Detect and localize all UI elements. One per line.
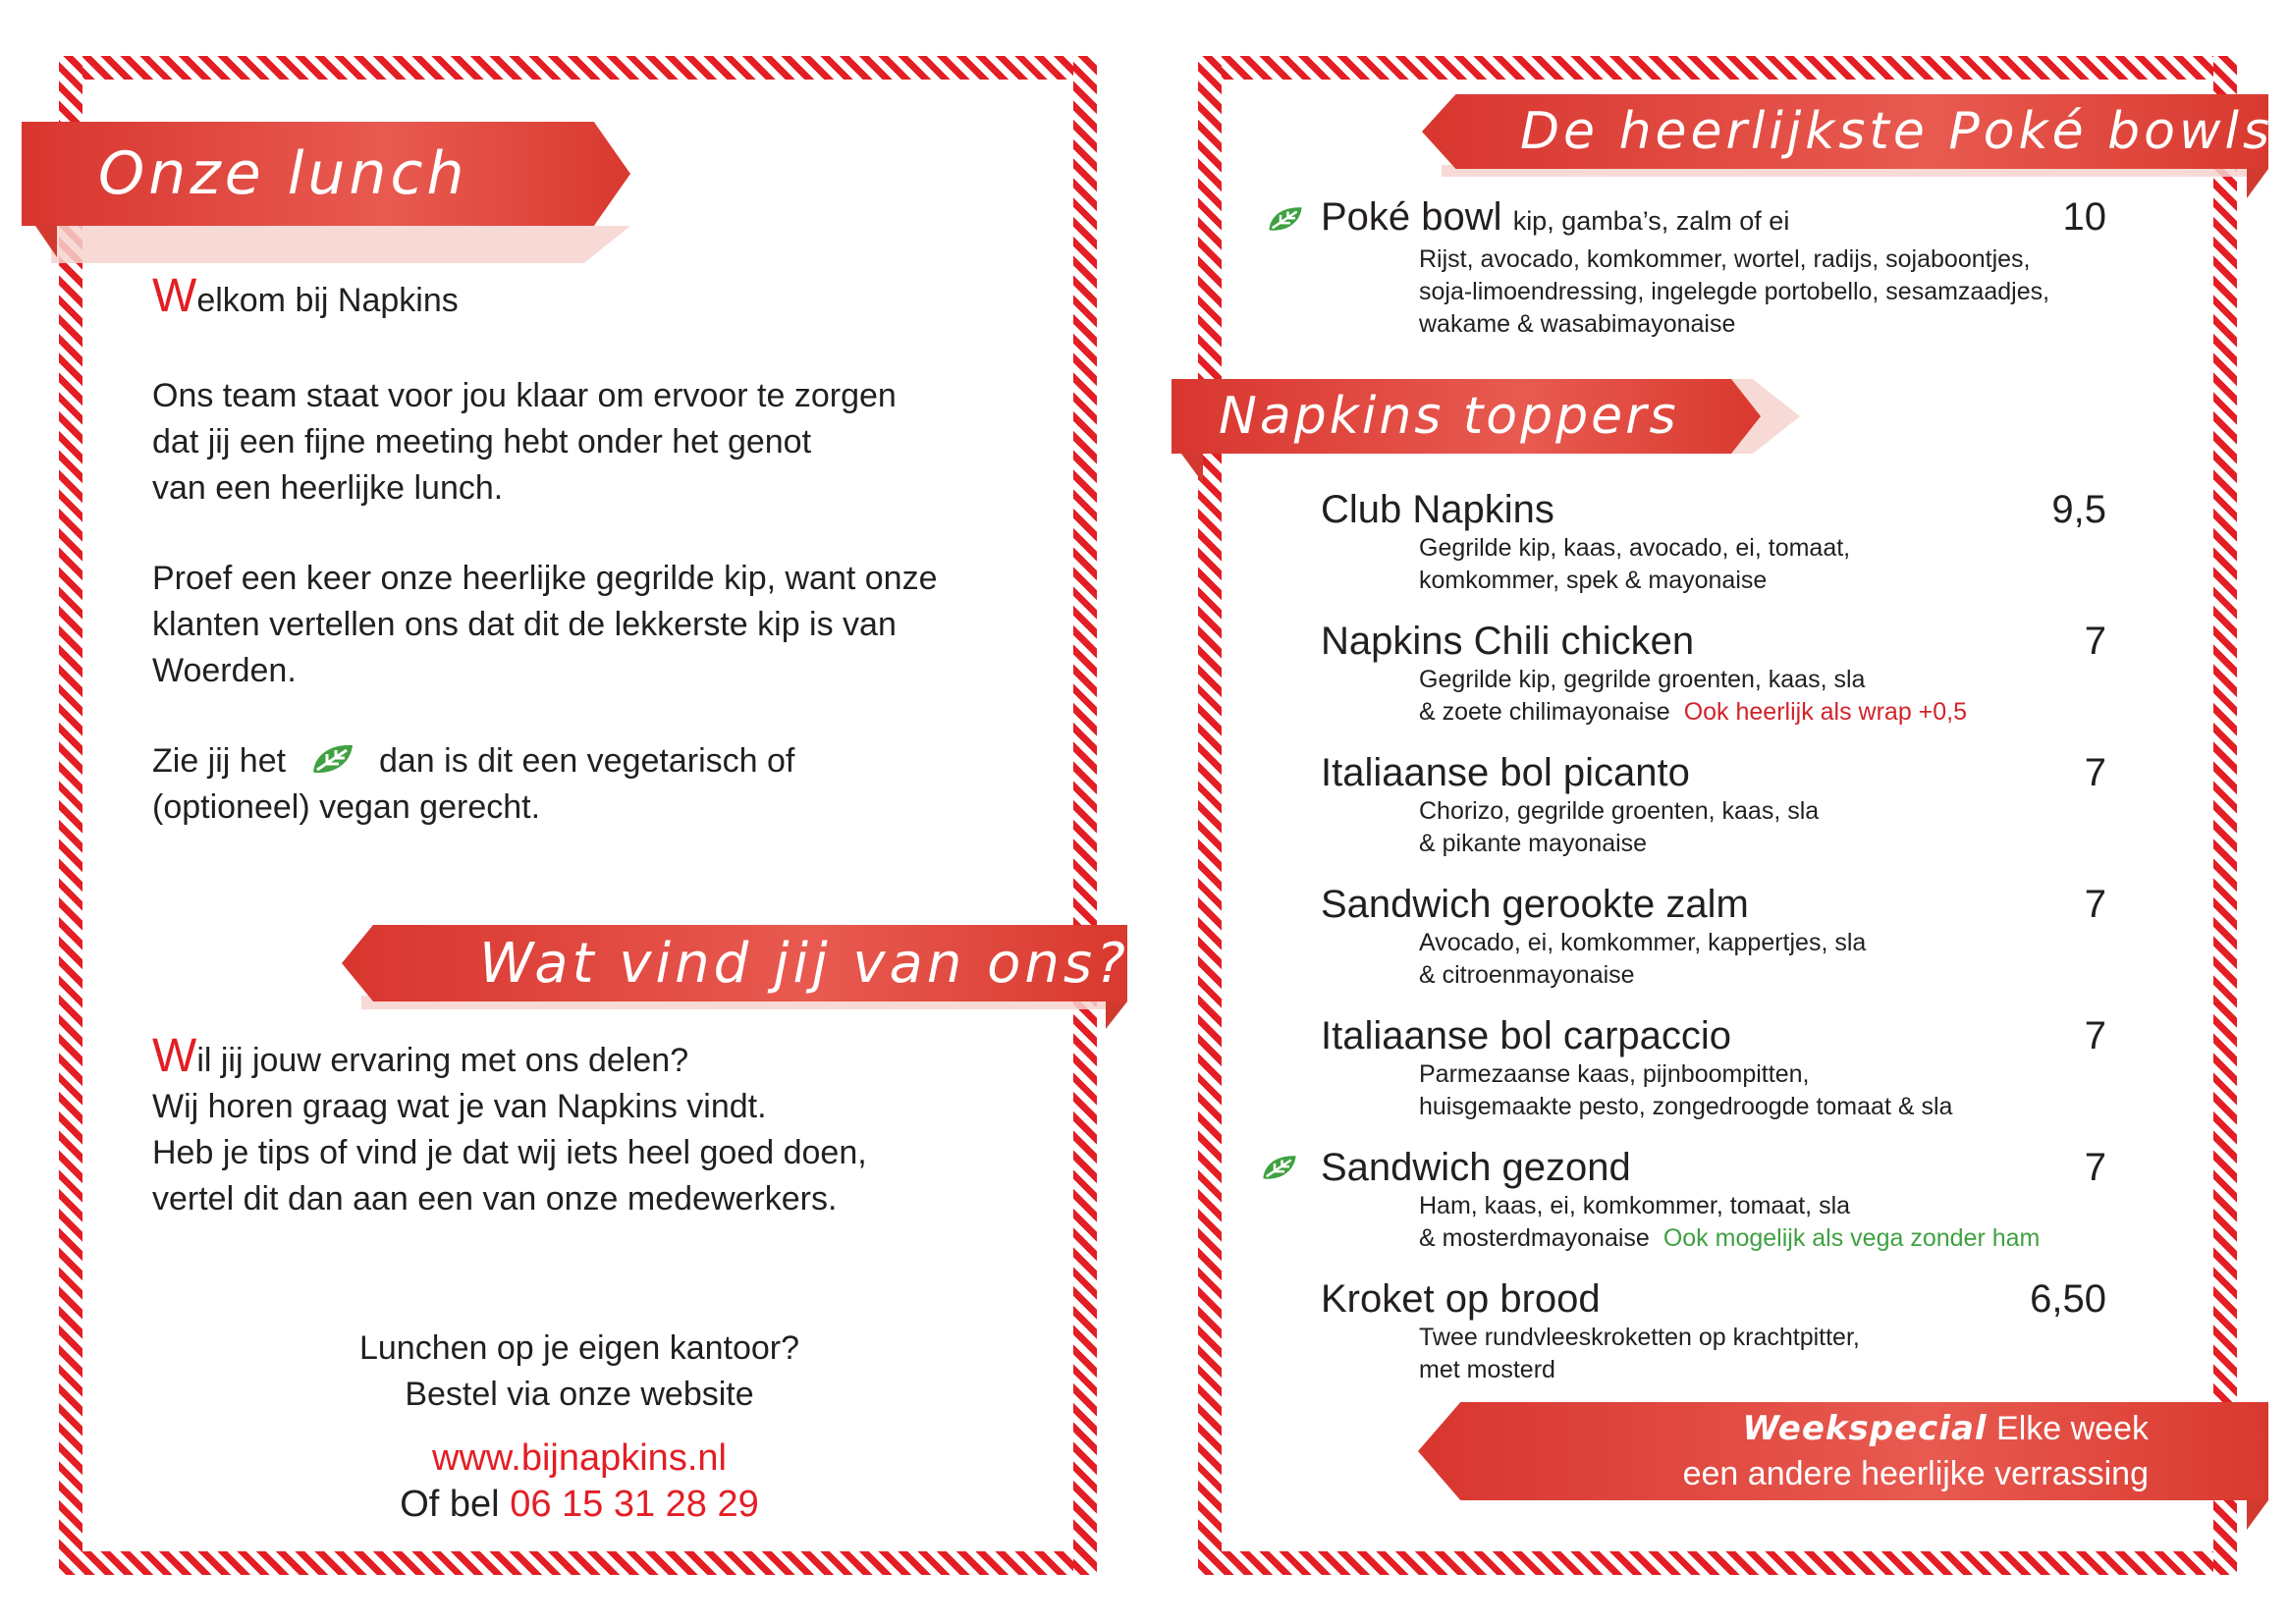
menu-item <box>1321 882 2106 992</box>
feedback-paragraph <box>152 1030 867 1222</box>
onze-lunch-banner <box>22 122 630 226</box>
item-name: Italiaanse bol carpaccio <box>1321 1014 1732 1057</box>
menu-item <box>1321 1276 2106 1386</box>
welcome-text: elkom bij Napkins <box>196 282 459 319</box>
veg-note-text: Zie jij het <box>152 742 287 780</box>
item-price: 10 <box>2062 195 2106 239</box>
item-name: Sandwich gerookte zalm <box>1321 883 1749 926</box>
item-price: 6,50 <box>2030 1277 2106 1321</box>
desc-line: Ham, kaas, ei, komkommer, tomaat, sla <box>1419 1192 1851 1219</box>
desc-line: Twee rundvleeskroketten op krachtpitter, <box>1419 1324 1860 1351</box>
feedback-initial: W <box>152 1030 197 1082</box>
website-link[interactable]: www.bijnapkins.nl <box>432 1437 727 1479</box>
menu-item <box>1321 1013 2106 1123</box>
item-description <box>1419 1322 2106 1386</box>
menu-item <box>1321 619 2106 729</box>
desc-line: & pikante mayonaise <box>1419 830 1648 857</box>
desc-line: komkommer, spek & mayonaise <box>1419 567 1768 594</box>
frame-right-stripe <box>1073 56 1097 1575</box>
order-info <box>152 1326 1007 1528</box>
para-line: van een heerlijke lunch. <box>152 469 504 507</box>
desc-line: & mosterdmayonaise <box>1419 1224 1650 1252</box>
item-description <box>1419 244 2106 341</box>
phone-link[interactable]: 06 15 31 28 29 <box>510 1484 759 1525</box>
banner-title: Wat vind jij van ons? <box>479 931 1129 996</box>
toppers-banner <box>1172 379 1800 454</box>
vegetarian-note <box>152 738 794 831</box>
banner-title: Onze lunch <box>98 139 468 208</box>
item-price: 7 <box>2084 751 2106 794</box>
menu-item-poke-bowl <box>1321 194 2106 341</box>
item-description <box>1419 1190 2106 1255</box>
item-description <box>1419 927 2106 992</box>
veg-note-line2: (optioneel) vegan gerecht. <box>152 788 541 826</box>
item-name: Kroket op brood <box>1321 1277 1601 1321</box>
feedback-line: vertel dit dan aan een van onze medewerkers. <box>152 1180 838 1218</box>
desc-line: Gegrilde kip, kaas, avocado, ei, tomaat, <box>1419 534 1851 562</box>
item-name: Napkins Chili chicken <box>1321 620 1695 663</box>
frame-left-stripe <box>1198 56 1222 1575</box>
para-line: dat jij een fijne meeting hebt onder het genot <box>152 423 812 460</box>
para-line: Proef een keer onze heerlijke gegrilde kip, want onze <box>152 560 938 597</box>
frame-top-stripe <box>1198 56 2237 80</box>
item-price: 9,5 <box>2051 488 2106 531</box>
weekspecial-label: Weekspecial <box>1742 1409 1988 1448</box>
frame-bottom-stripe <box>1198 1551 2237 1575</box>
desc-line: Chorizo, gegrilde groenten, kaas, sla <box>1419 797 1820 825</box>
phone-label: Of bel <box>400 1484 500 1525</box>
para-line: Woerden. <box>152 652 297 689</box>
veg-note-text: dan is dit een vegetarisch of <box>378 742 795 780</box>
frame-bottom-stripe <box>59 1551 1097 1575</box>
para-line: Ons team staat voor jou klaar om ervoor te zorgen <box>152 377 897 414</box>
chicken-paragraph <box>152 556 937 694</box>
feedback-banner <box>342 925 1127 1001</box>
desc-line: wakame & wasabimayonaise <box>1419 310 1736 338</box>
desc-line: soja-limoendressing, ingelegde portobello, sesamzaadjes, <box>1419 278 2050 305</box>
para-line: klanten vertellen ons dat dit de lekkerste kip is van <box>152 606 897 643</box>
desc-line: Avocado, ei, komkommer, kappertjes, sla <box>1419 929 1867 956</box>
feedback-line: Heb je tips of vind je dat wij iets heel goed doen, <box>152 1134 867 1171</box>
desc-line: Parmezaanse kaas, pijnboompitten, <box>1419 1060 1810 1088</box>
item-note: Ook mogelijk als vega zonder ham <box>1662 1224 2041 1252</box>
item-description <box>1419 664 2106 729</box>
weekspecial-banner <box>1418 1402 2268 1500</box>
frame-right-stripe <box>2213 56 2237 1575</box>
item-name: Italiaanse bol picanto <box>1321 751 1690 794</box>
desc-line: Gegrilde kip, gegrilde groenten, kaas, sla <box>1419 666 1866 693</box>
welcome-initial: W <box>152 270 197 322</box>
item-note: Ook heerlijk als wrap +0,5 <box>1683 698 1968 726</box>
item-price: 7 <box>2084 620 2106 663</box>
item-name: Club Napkins <box>1321 488 1554 531</box>
weekspecial-text: een andere heerlijke verrassing <box>1682 1455 2149 1492</box>
desc-line: & zoete chilimayonaise <box>1419 698 1670 726</box>
desc-line: Rijst, avocado, komkommer, wortel, radijs, sojaboontjes, <box>1419 245 2031 273</box>
order-line: Bestel via onze website <box>405 1376 754 1413</box>
desc-line: & citroenmayonaise <box>1419 961 1635 989</box>
menu-item <box>1321 750 2106 860</box>
feedback-line: Wij horen graag wat je van Napkins vindt. <box>152 1088 767 1125</box>
poke-banner <box>1422 94 2274 169</box>
feedback-text: il jij jouw ervaring met ons delen? <box>196 1042 689 1079</box>
item-price: 7 <box>2084 1146 2106 1189</box>
item-name: Poké bowl <box>1321 195 1502 239</box>
frame-top-stripe <box>59 56 1097 80</box>
welcome-heading <box>152 270 459 324</box>
banner-title: De heerlijkste Poké bowls <box>1520 102 2274 161</box>
menu-item <box>1321 487 2106 597</box>
leaf-icon <box>1266 202 1305 236</box>
item-name: Sandwich gezond <box>1321 1146 1631 1189</box>
leaf-icon <box>309 742 356 776</box>
order-line: Lunchen op je eigen kantoor? <box>358 1329 800 1367</box>
item-price: 7 <box>2084 1014 2106 1057</box>
frame-left-stripe <box>59 56 82 1575</box>
item-subtitle: kip, gamba’s, zalm of ei <box>1512 206 1790 236</box>
menu-item <box>1321 1145 2106 1255</box>
item-description <box>1419 795 2106 860</box>
leaf-icon <box>1260 1151 1299 1184</box>
desc-line: huisgemaakte pesto, zongedroogde tomaat & sla <box>1419 1093 1953 1120</box>
intro-paragraph <box>152 373 897 512</box>
weekspecial-text: Elke week <box>1996 1410 2149 1447</box>
banner-title: Napkins toppers <box>1219 387 1679 446</box>
item-price: 7 <box>2084 883 2106 926</box>
desc-line: met mosterd <box>1419 1356 1555 1383</box>
item-description <box>1419 532 2106 597</box>
item-description <box>1419 1058 2106 1123</box>
